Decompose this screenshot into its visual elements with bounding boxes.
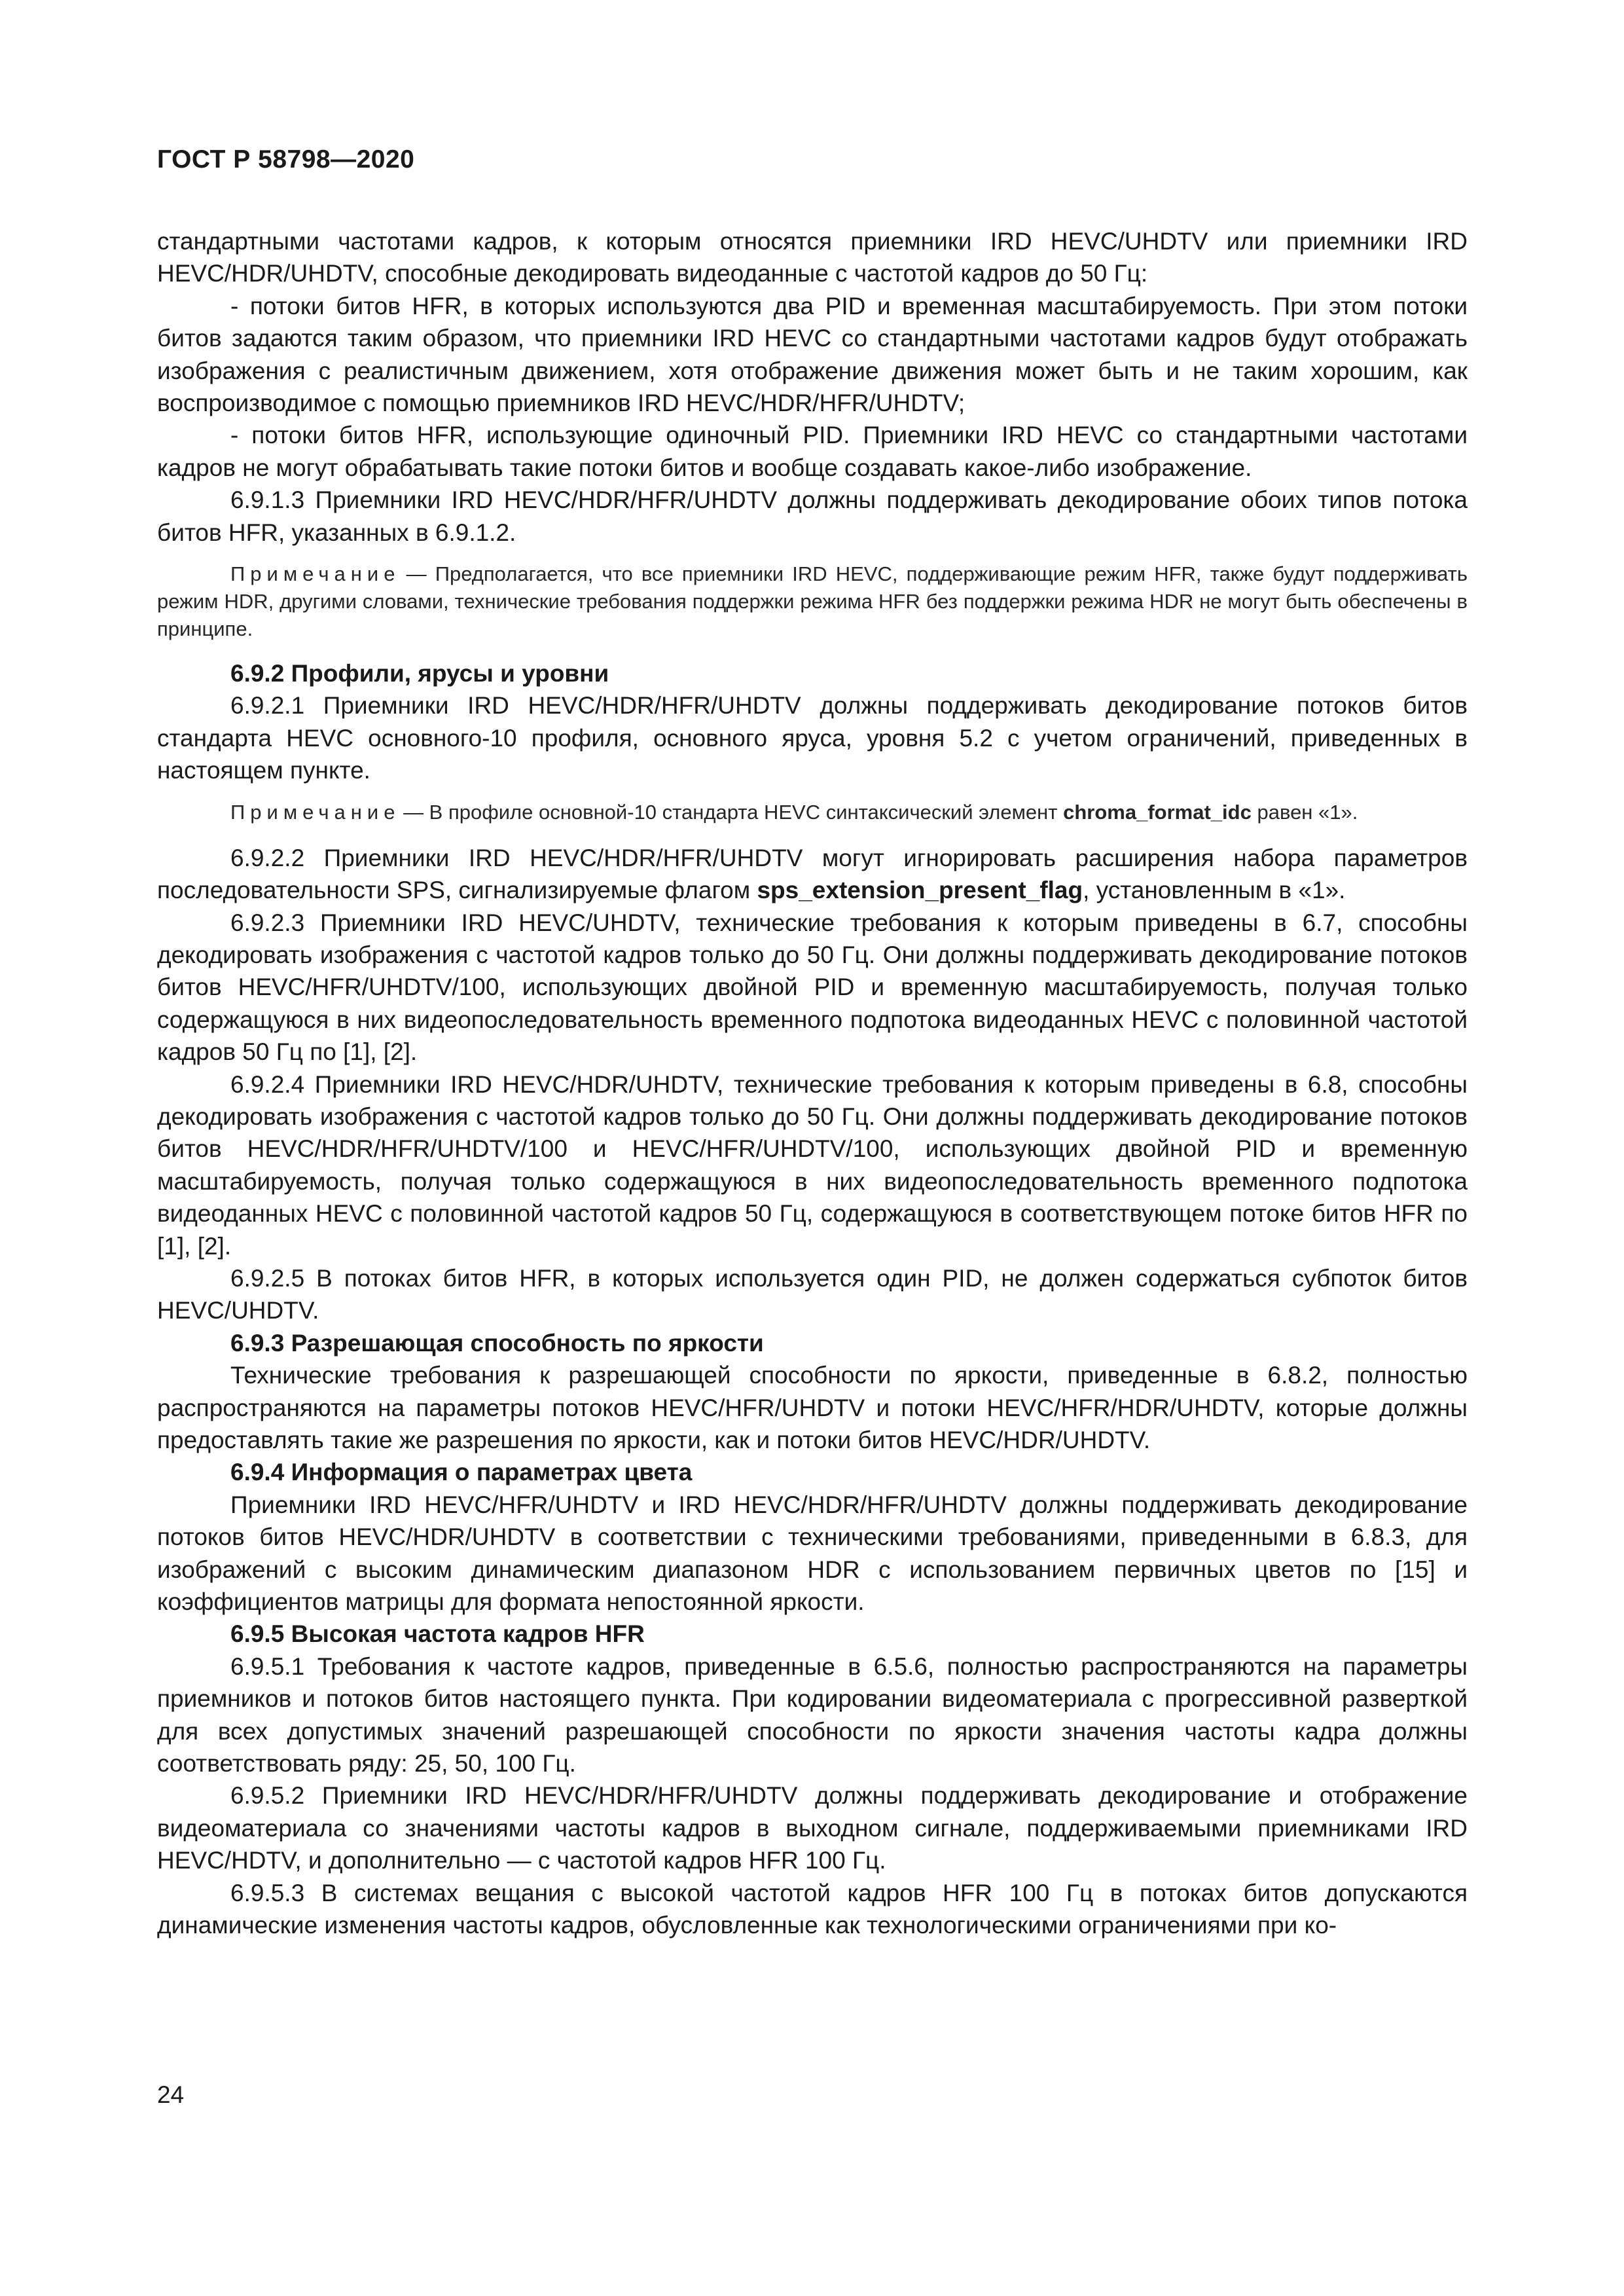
note-text: — Предполагается, что все приемники IRD HEVC, поддерживающие режим HFR, также будут поддерживать режим HDR, другими словами, технические требования поддержки режима HFR без поддержки режима HDR не могут быть обеспечены в принципе. bbox=[157, 562, 1468, 641]
paragraph-6-9-4: Приемники IRD HEVC/HFR/UHDTV и IRD HEVC/HDR/HFR/UHDTV должны поддерживать декодирование потоков битов HEVC/HDR/UHDTV в соответствии с техническими требованиями, приведенными в 6.8.3, для изображений с высоким динамическим диапазоном HDR с использованием первичных цветов по [15] и коэффициентов матрицы для формата непостоянной яркости. bbox=[157, 1491, 1468, 1616]
note-text: — В профиле основной-10 стандарта HEVC синтаксический элемент bbox=[403, 800, 1058, 824]
paragraph-6-9-2-3: 6.9.2.3 Приемники IRD HEVC/UHDTV, технические требования к которым приведены в 6.7, способны декодировать изображения с частотой кадров только до 50 Гц. Они должны поддерживать декодирование потоков битов HEVC/HFR/UHDTV/100, использующих двойной PID и временную масштабируемость, получая только содержащуюся в них видеопоследовательность временного подпотока видеоданных HEVC с половинной частотой кадров 50 Гц по [1], [2]. bbox=[157, 909, 1468, 1066]
paragraph-6-9-2-1: 6.9.2.1 Приемники IRD HEVC/HDR/HFR/UHDTV должны поддерживать декодирование потоков битов стандарта HEVC основного-10 профиля, основного яруса, уровня 5.2 с учетом ограничений, приведенных в настоящем пункте. bbox=[157, 692, 1468, 784]
paragraph-intro: стандартными частотами кадров, к которым относятся приемники IRD HEVC/UHDTV или приемники IRD HEVC/HDR/UHDTV, способные декодировать видеоданные с частотой кадров до 50 Гц: bbox=[157, 228, 1468, 287]
paragraph-6-9-5-2: 6.9.5.2 Приемники IRD HEVC/HDR/HFR/UHDTV должны поддерживать декодирование и отображение видеоматериала со значениями частоты кадров в выходном сигнале, поддерживаемыми приемниками IRD HEVC/HDTV, и дополнительно — с частотой кадров HFR 100 Гц. bbox=[157, 1782, 1468, 1874]
paragraph-6-9-1-3: 6.9.1.3 Приемники IRD HEVC/HDR/HFR/UHDTV должны поддерживать декодирование обоих типов потока битов HFR, указанных в 6.9.1.2. bbox=[157, 486, 1468, 546]
page-number: 24 bbox=[157, 2081, 185, 2108]
section-heading-6-9-3: 6.9.3 Разрешающая способность по яркости bbox=[230, 1329, 764, 1357]
note-term: chroma_format_idc bbox=[1063, 800, 1252, 824]
paragraph-tail: , установленным в «1». bbox=[1083, 877, 1346, 904]
list-item-single-pid: - потоки битов HFR, использующие одиночный PID. Приемники IRD HEVC со стандартными частотами кадров не могут обрабатывать такие потоки битов и вообще создавать какое-либо изображение. bbox=[157, 422, 1468, 481]
document-body bbox=[157, 225, 1468, 1942]
note-hdr-hfr bbox=[157, 560, 1468, 643]
standard-header: ГОСТ Р 58798—2020 bbox=[157, 145, 415, 173]
note-chroma-format bbox=[157, 799, 1468, 826]
section-heading-6-9-4: 6.9.4 Информация о параметрах цвета bbox=[230, 1459, 693, 1486]
paragraph-6-9-5-3: 6.9.5.3 В системах вещания с высокой частотой кадров HFR 100 Гц в потоках битов допускаются динамические изменения частоты кадров, обусловленные как технологическими ограничениями при ко- bbox=[157, 1879, 1468, 1939]
section-heading-6-9-5: 6.9.5 Высокая частота кадров HFR bbox=[230, 1620, 645, 1648]
paragraph-6-9-5-1: 6.9.5.1 Требования к частоте кадров, приведенные в 6.5.6, полностью распространяются на параметры приемников и потоков битов настоящего пункта. При кодировании видеоматериала с прогрессивной разверткой для всех допустимых значений разрешающей способности по яркости значения частоты кадра должны соответствовать ряду: 25, 50, 100 Гц. bbox=[157, 1652, 1468, 1777]
section-heading-6-9-2: 6.9.2 Профили, ярусы и уровни bbox=[230, 660, 609, 687]
paragraph-6-9-2-4: 6.9.2.4 Приемники IRD HEVC/HDR/UHDTV, технические требования к которым приведены в 6.8, способны декодировать изображения с частотой кадров только до 50 Гц. Они должны поддерживать декодирование потоков битов HEVC/HDR/HFR/UHDTV/100 и HEVC/HFR/UHDTV/100, использующих двойной PID и временную масштабируемость, получая только содержащуюся в них видеопоследовательность временного подпотока видеоданных HEVC с половинной частотой кадров 50 Гц, содержащуюся в соответствующем потоке битов HFR по [1], [2]. bbox=[157, 1070, 1468, 1260]
paragraph-6-9-2-2 bbox=[157, 842, 1468, 907]
paragraph-text: 6.9.2.2 Приемники IRD HEVC/HDR/HFR/UHDTV могут игнорировать расширения набора параметров последовательности SPS, сигнализируемые флагом bbox=[157, 844, 1468, 904]
paragraph-6-9-2-5: 6.9.2.5 В потоках битов HFR, в которых используется один PID, не должен содержаться субпоток битов HEVC/UHDTV. bbox=[157, 1264, 1468, 1324]
paragraph-term: sps_extension_present_flag bbox=[757, 877, 1083, 904]
note-label: Примечание bbox=[230, 562, 401, 586]
note-tail: равен «1». bbox=[1257, 800, 1358, 824]
note-label: Примечание bbox=[230, 800, 401, 824]
list-item-dual-pid: - потоки битов HFR, в которых используются два PID и временная масштабируемость. При этом потоки битов задаются таким образом, что приемники IRD HEVC со стандартными частотами кадров будут отображать изображения с реалистичным движением, хотя отображение движения может быть и не таким хорошим, как воспроизводимое с помощью приемников IRD HEVC/HDR/HFR/UHDTV; bbox=[157, 292, 1468, 417]
paragraph-6-9-3: Технические требования к разрешающей способности по яркости, приведенные в 6.8.2, полностью распространяются на параметры потоков HEVC/HFR/UHDTV и потоки HEVC/HFR/HDR/UHDTV, которые должны предоставлять такие же разрешения по яркости, как и потоки битов HEVC/HDR/UHDTV. bbox=[157, 1362, 1468, 1453]
